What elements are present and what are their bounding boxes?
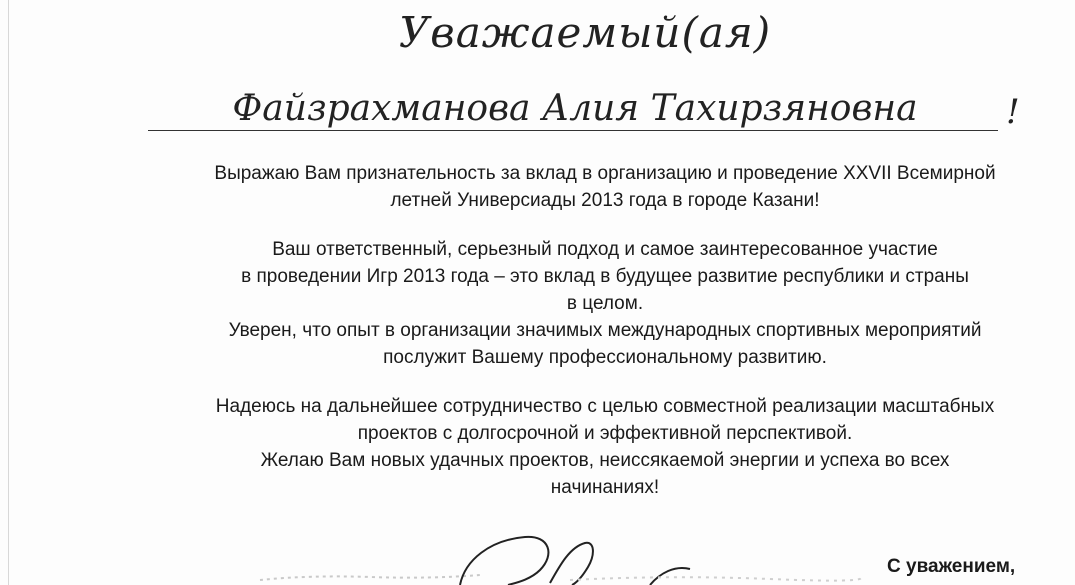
body-line: в целом. <box>566 293 644 314</box>
recipient-name: Файзрахманова Алия Тахирзяновна <box>232 88 918 129</box>
letter-body <box>100 160 1075 501</box>
body-line: проектов с долгосрочной и эффективной перспективой. <box>357 423 853 444</box>
body-line: послужит Вашему профессиональному развитию. <box>383 347 827 368</box>
body-line: начинаниях! <box>550 477 660 498</box>
closing-phrase: С уважением, <box>887 556 1016 577</box>
body-line: в проведении Игр 2013 года – это вклад в будущее развитие республики и страны <box>241 266 969 287</box>
paragraph-gap <box>100 371 1075 393</box>
body-line: Надеюсь на дальнейшее сотрудничество с целью совместной реализации масштабных <box>215 396 995 417</box>
body-line: Ваш ответственный, серьезный подход и самое заинтересованное участие <box>272 239 938 260</box>
body-line: Выражаю Вам признательность за вклад в организацию и проведение XXVII Всемирной <box>214 163 996 184</box>
salutation: Уважаемый(ая) <box>398 8 772 57</box>
name-underline <box>148 130 998 131</box>
body-line: Уверен, что опыт в организации значимых международных спортивных мероприятий <box>228 320 982 341</box>
body-line: летней Универсиады 2013 года в городе Казани! <box>390 190 820 211</box>
signature-scribble <box>250 525 870 585</box>
paragraph-gap <box>100 214 1075 236</box>
body-line: Желаю Вам новых удачных проектов, неиссякаемой энергии и успеха во всех <box>260 450 950 471</box>
exclamation-mark: ! <box>1006 92 1020 132</box>
